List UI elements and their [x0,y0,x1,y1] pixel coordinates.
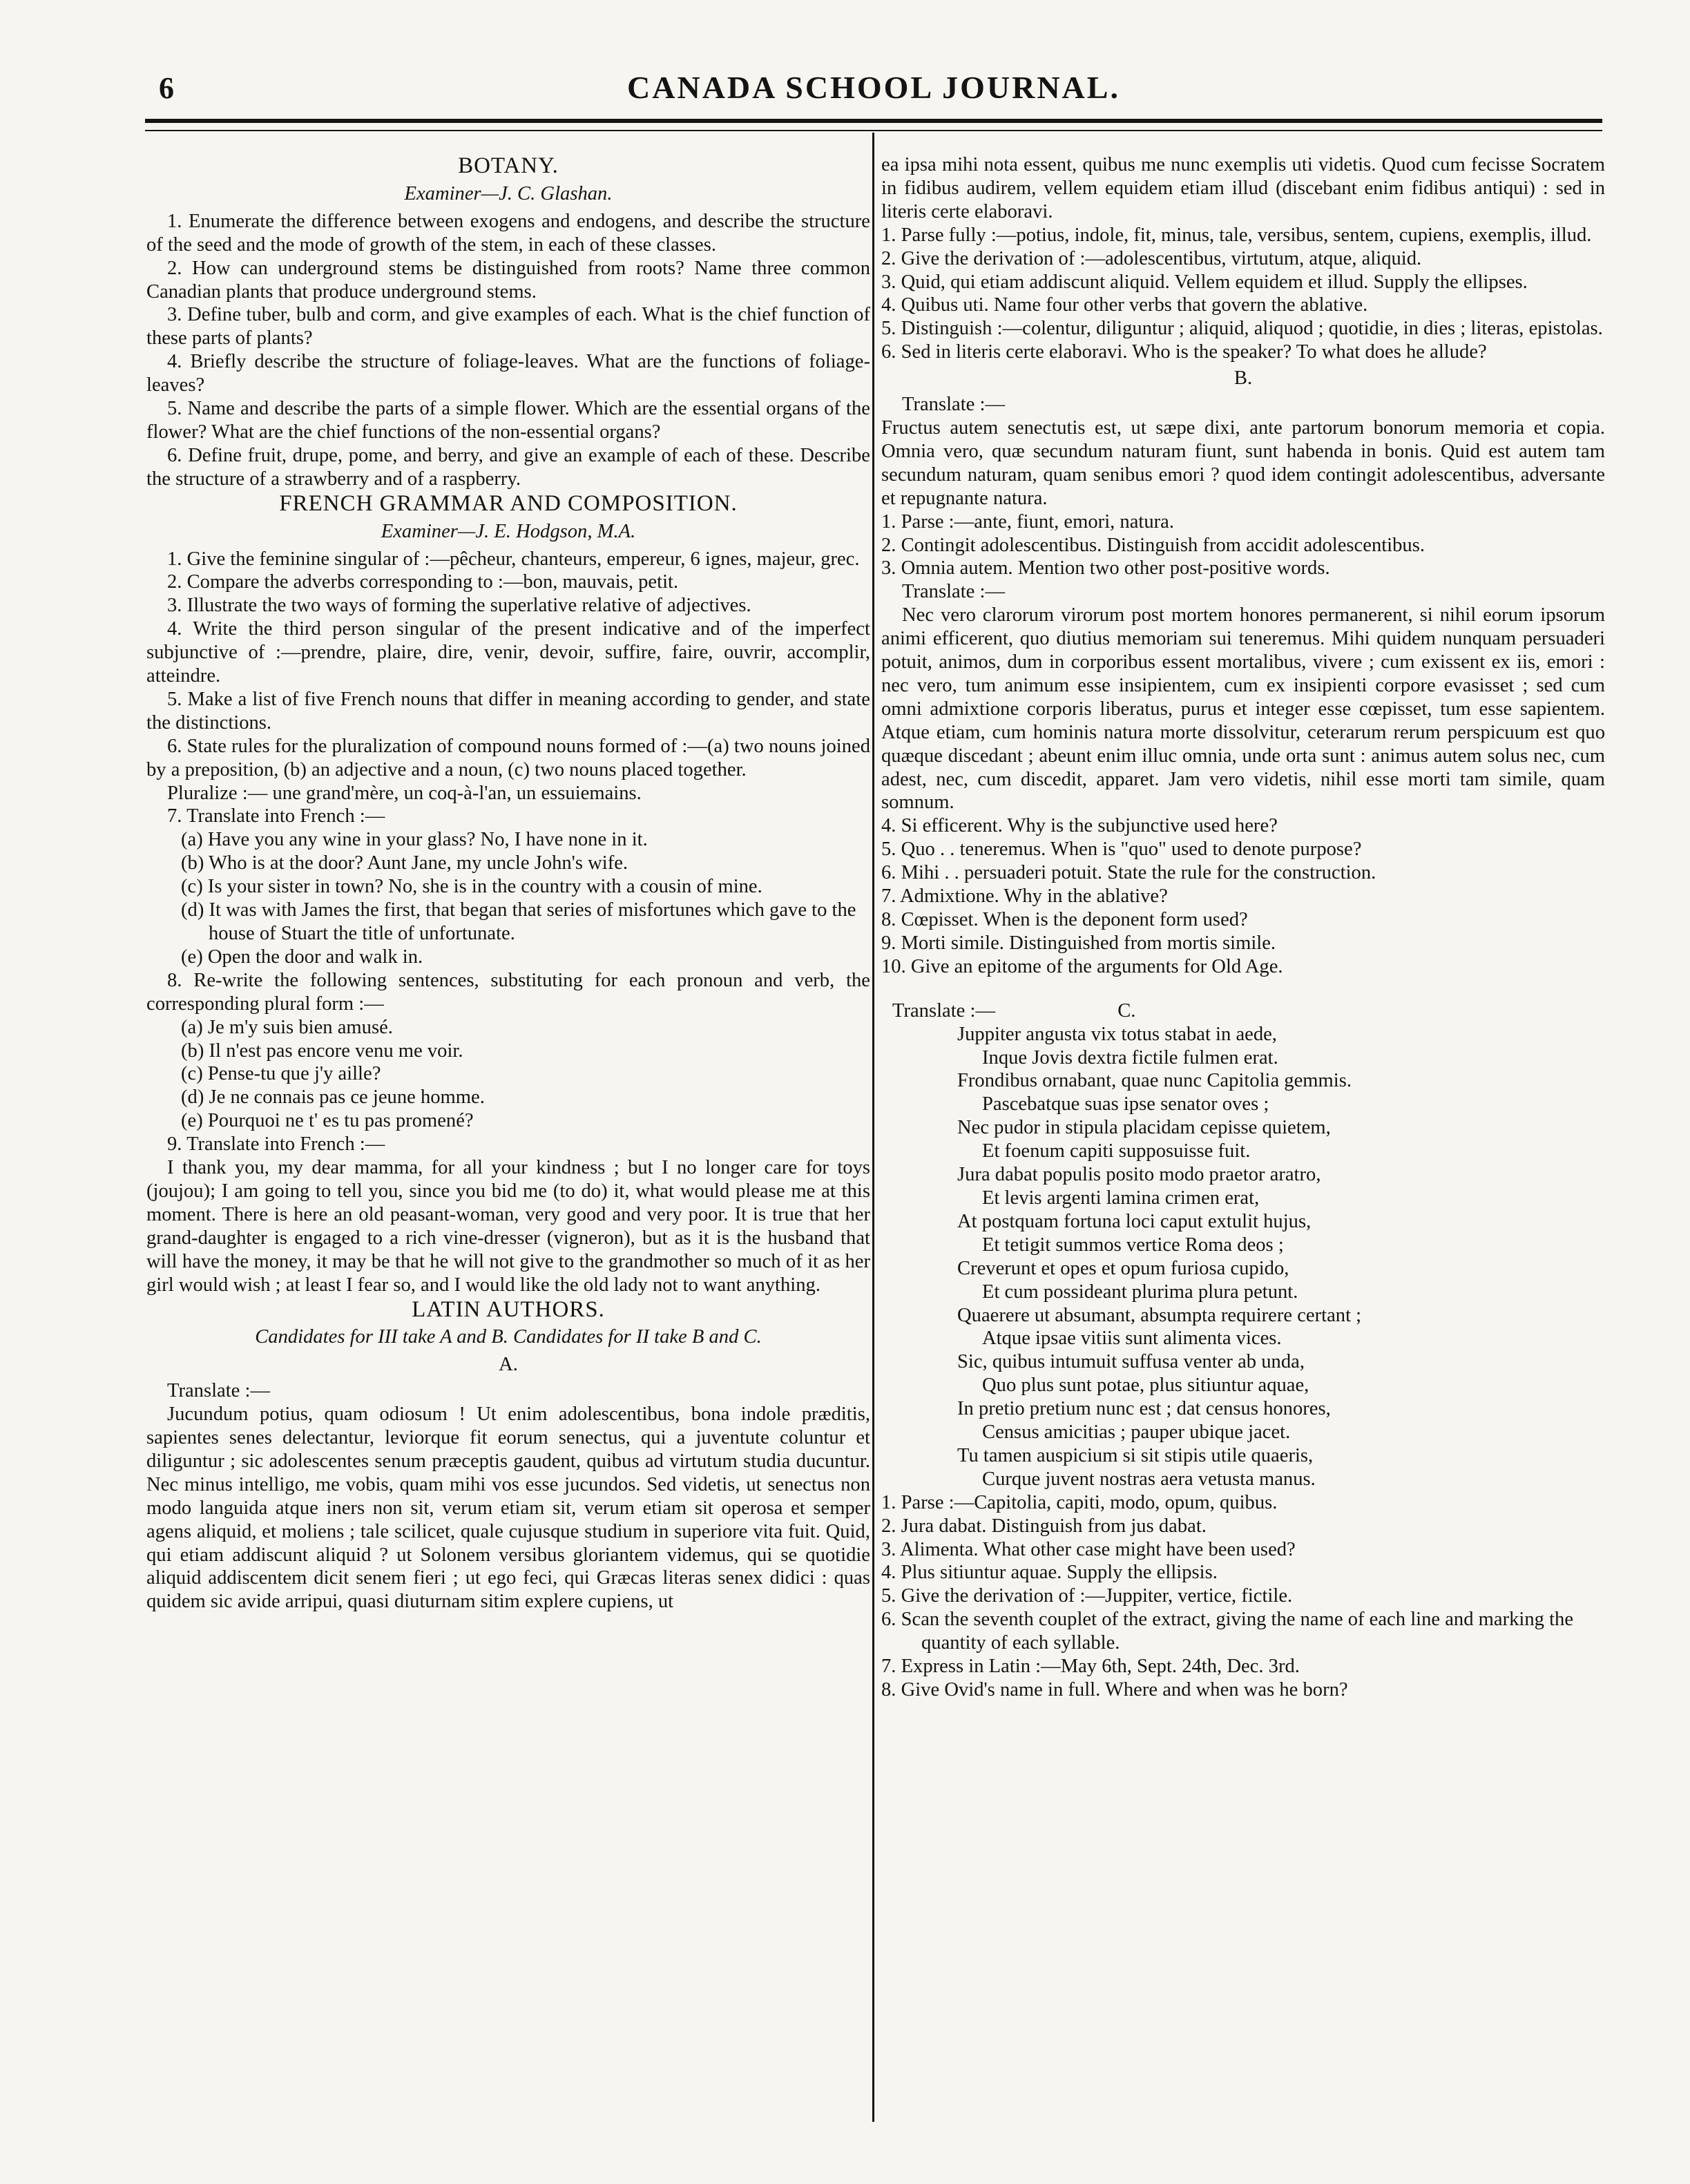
latin-question-c: 2. Jura dabat. Distinguish from jus dabat. [881,1515,1207,1537]
poem-line: Nec pudor in stipula placidam cepisse quietem, [957,1117,1331,1139]
latin-question-a: 4. Quibus uti. Name four other verbs that govern the ablative. [881,294,1368,316]
poem-line: Census amicitias ; pauper ubique jacet. [982,1421,1291,1444]
latin-translate-c-row [881,999,1605,1023]
french-question: 2. Compare the adverbs corresponding to :—bon, mauvais, petit. [167,571,679,593]
poem-line: Creverunt et opes et opum furiosa cupido, [957,1257,1289,1279]
french-question: 1. Give the feminine singular of :—pêcheur, chanteurs, empereur, 6 ignes, majeur, grec. [167,548,860,570]
poem-line: Et foenum capiti supposuisse fuit. [982,1140,1251,1162]
poem-line: Juppiter angusta vix totus stabat in aede, [957,1023,1277,1045]
french-q8-item: (d) Je ne connais pas ce jeune homme. [181,1086,485,1109]
latin-question-b: 2. Contingit adolescentibus. Distinguish from accidit adolescentibus. [881,534,1425,556]
poem-line: Atque ipsae vitiis sunt alimenta vices. [982,1328,1282,1350]
latin-translate-b2: Translate :— [902,581,1006,603]
french-q7-item: (e) Open the door and walk in. [181,946,423,968]
latin-question-b2: 6. Mihi . . persuaderi potuit. State the rule for the construction. [881,862,1376,884]
latin-question-c: 4. Plus sitiuntur aquae. Supply the ellipsis. [881,1562,1218,1584]
latin-question-a: 6. Sed in literis certe elaboravi. Who is the speaker? To what does he allude? [881,341,1487,363]
latin-translate-a: Translate :— [167,1380,271,1402]
french-question: 3. Illustrate the two ways of forming the superlative relative of adjectives. [167,595,751,617]
poem-line: Et tetigit summos vertice Roma deos ; [982,1234,1284,1256]
french-question: 9. Translate into French :— [167,1133,385,1156]
french-q8-item: (e) Pourquoi ne t' es tu pas promené? [181,1110,474,1132]
french-pluralize: Pluralize :— une grand'mère, un coq-à-l'an, un essuiemains. [167,782,642,804]
french-question: 8. Re-write the following sentences, substituting for each pronoun and verb, the corresponding plural form :— [146,969,870,1015]
latin-question-c: 7. Express in Latin :—May 6th, Sept. 24th, Dec. 3rd. [881,1656,1300,1678]
botany-examiner: Examiner—J. C. Glashan. [404,182,613,204]
header-rule-thin [145,130,1602,131]
poem-line: In pretio pretium nunc est ; dat census honores, [957,1398,1331,1420]
botany-question: 3. Define tuber, bulb and corm, and give examples of each. What is the chief function of these parts of plants? [146,304,870,349]
french-question: 5. Make a list of five French nouns that differ in meaning according to gender, and state the distinctions. [146,688,870,734]
column-divider [872,133,874,2122]
french-question: 7. Translate into French :— [167,805,385,827]
french-q7-item: (c) Is your sister in town? No, she is in the country with a cousin of mine. [181,876,762,898]
poem-line: Sic, quibus intumuit suffusa venter ab unda, [957,1351,1305,1373]
latin-passage-b2: Nec vero clarorum virorum post mortem honores permanerent, si nihil eorum ipsorum animi efficerent, quo diutius memoriam sui teneremus. Mihi quidem nunquam persuaderi potuit, animos, dum in corporibus essent mortalibus, vivere ; cum exissent ex iis, emori : nec vero, tum animum esse insipientem, cum ex insipienti corpore evasisset ; sed cum omni admixtione corporis liberatus, purus et integer esse cœpisset, tum esse sapientem. Atque etiam, cum hominis natura morte dissolvitur, ceterarum rerum perspicuum est quo quæque discedant ; abeunt enim illuc omnia, unde orta sunt : animus autem solus nec, cum adest, nec, cum discedit, apparet. Jam vero videtis, nihil esse morti tam simile, quam somnum. [881,604,1605,814]
latin-passage-a: Jucundum potius, quam odiosum ! Ut enim adolescentibus, bona indole præditis, sapientes senes delectantur, leviorque fit eorum senectus, qui a juventute coluntur et diliguntur ; sic adolescentes senum præceptis gaudent, quibus ad virtutum studia ducuntur. Nec minus intelligo, me vobis, quam mihi vos esse jucundos. Sed videtis, ut senectus non modo languida atque iners non sit, verum etiam sit, verum etiam sit operosa et semper agens aliquid, et moliens ; tale scilicet, quale cujusque studium in superiore vita fuit. Quid, qui etiam addiscunt aliquid ? ut Solonem versibus gloriantem videmus, qui se quotidie aliquid addiscentem dicit senem fieri ; ut ego feci, qui Græcas literas senex didici : quas quidem sic avide arripui, quasi diuturnam sitim explere cupiens, ut [146,1404,870,1613]
latin-question-b2: 4. Si efficerent. Why is the subjunctive used here? [881,815,1278,837]
latin-question-b: 3. Omnia autem. Mention two other post-positive words. [881,557,1330,579]
botany-question: 5. Name and describe the parts of a simple flower. Which are the essential organs of the flower? What are the chief functions of the non-essential organs? [146,398,870,443]
latin-title: LATIN AUTHORS. [412,1296,605,1322]
latin-candidates: Candidates for III take A and B. Candidates for II take B and C. [255,1326,762,1348]
latin-translate-c: Translate :— [892,999,996,1022]
french-question: 4. Write the third person singular of the present indicative and of the imperfect subjunctive of :—prendre, plaire, dire, venir, devoir, suffire, faire, ouvrir, accomplir, atteindre. [146,618,870,687]
latin-question-c: 3. Alimenta. What other case might have been used? [881,1538,1296,1560]
poem-line: Pascebatque suas ipse senator oves ; [982,1093,1269,1115]
poem-line: Frondibus ornabant, quae nunc Capitolia gemmis. [957,1070,1352,1092]
latin-section-a: A. [499,1354,518,1376]
latin-section-c: C. [1117,999,1136,1022]
latin-section-b: B. [1233,367,1253,390]
french-q8-item: (a) Je m'y suis bien amusé. [181,1016,393,1038]
latin-question-a: 1. Parse fully :—potius, indole, fit, minus, tale, versibus, sentem, cupiens, exemplis, illud. [881,224,1592,246]
french-q7-item: (d) It was with James the first, that began that series of misfortunes which gave to the house of Stuart the title of unfortunate. [181,899,856,944]
latin-question-c: 5. Give the derivation of :—Juppiter, vertice, fictile. [881,1585,1293,1607]
french-q9-passage: I thank you, my dear mamma, for all your kindness ; but I no longer care for toys (joujou); I am going to tell you, since you bid me (to do) it, what would please me at this moment. There is here an old peasant-woman, very good and very poor. It is true that her grand-daughter is engaged to a rich vine-dresser (vigneron), but as it is the husband that will have the money, it may be that he will not give to the grandmother so much of it as her girl would wish ; at least I fear so, and I would like the old lady not to want anything. [146,1157,870,1296]
latin-question-c: 6. Scan the seventh couplet of the extract, giving the name of each line and marking the quantity of each syllable. [881,1609,1574,1654]
french-q8-item: (b) Il n'est pas encore venu me voir. [181,1040,463,1062]
page-number: 6 [159,71,174,105]
latin-question-a: 3. Quid, qui etiam addiscunt aliquid. Vellem equidem et illud. Supply the ellipses. [881,271,1528,293]
poem-line: Inque Jovis dextra fictile fulmen erat. [982,1046,1278,1069]
french-q8-item: (c) Pense-tu que j'y aille? [181,1063,381,1085]
poem-line: At postquam fortuna loci caput extulit hujus, [957,1210,1312,1232]
latin-question-b2: 5. Quo . . teneremus. When is "quo" used to denote purpose? [881,839,1362,861]
botany-question: 6. Define fruit, drupe, pome, and berry, and give an example of each of these. Describe the structure of a strawberry and of a raspberry. [146,444,870,490]
latin-passage-b: Fructus autem senectutis est, ut sæpe dixi, ante partorum bonorum memoria et copia. Omnia vero, quæ secundum naturam fiunt, sunt habenda in bonis. Quid est autem tam secundum naturam, quam senibus emori ? quod idem contingit adolescentibus, adversante et repugnante natura. [881,416,1605,509]
french-title: FRENCH GRAMMAR AND COMPOSITION. [279,490,738,516]
left-column [146,153,870,1613]
poem-line: Curque juvent nostras aera vetusta manus. [982,1468,1316,1490]
french-q7-item: (b) Who is at the door? Aunt Jane, my uncle John's wife. [181,852,628,874]
botany-title: BOTANY. [458,153,559,178]
latin-question-b2: 7. Admixtione. Why in the ablative? [881,885,1168,908]
latin-question-a: 5. Distinguish :—colentur, diliguntur ; aliquid, aliquod ; quotidie, in dies ; literas, epistolas. [881,318,1603,340]
latin-passage-a-cont: ea ipsa mihi nota essent, quibus me nunc exemplis uti videtis. Quod cum fecisse Socratem in fidibus audirem, vellem equidem etiam illud (discebant enim fidibus antiqui) : sed in literis certe elaboravi. [881,154,1605,222]
latin-poem-c [881,1023,1605,1491]
latin-question-c: 8. Give Ovid's name in full. Where and when was he born? [881,1679,1348,1701]
latin-question-a: 2. Give the derivation of :—adolescentibus, virtutum, atque, aliquid. [881,247,1422,269]
header-rule [145,119,1602,123]
latin-question-c: 1. Parse :—Capitolia, capiti, modo, opum, quibus. [881,1491,1278,1513]
french-question: 6. State rules for the pluralization of compound nouns formed of :—(a) two nouns joined by a preposition, (b) an adjective and a noun, (c) two nouns placed together. [146,735,870,780]
french-examiner: Examiner—J. E. Hodgson, M.A. [381,520,636,542]
latin-question-b2: 8. Cœpisset. When is the deponent form used? [881,909,1248,930]
poem-line: Tu tamen auspicium si sit stipis utile quaeris, [957,1444,1314,1466]
poem-line: Quo plus sunt potae, plus sitiuntur aquae, [982,1374,1309,1397]
latin-question-b2: 9. Morti simile. Distinguished from mortis simile. [881,932,1276,954]
french-q7-item: (a) Have you any wine in your glass? No, I have none in it. [181,829,648,851]
botany-question: 1. Enumerate the difference between exogens and endogens, and describe the structure of the seed and the mode of growth of the stem, in each of these classes. [146,210,870,256]
latin-question-b2: 10. Give an epitome of the arguments for Old Age. [881,955,1283,977]
poem-line: Et cum possideant plurima plura petunt. [982,1281,1298,1303]
botany-question: 2. How can underground stems be distinguished from roots? Name three common Canadian plants that produce underground stems. [146,257,870,303]
poem-line: Et levis argenti lamina crimen erat, [982,1187,1260,1209]
latin-question-b: 1. Parse :—ante, fiunt, emori, natura. [881,510,1175,533]
journal-title: CANADA SCHOOL JOURNAL. [627,70,1120,105]
poem-line: Quaerere ut absumant, absumpta requirere certant ; [957,1304,1362,1326]
right-column [881,153,1605,1702]
latin-translate-b: Translate :— [902,394,1006,416]
page-header [145,66,1602,115]
botany-question: 4. Briefly describe the structure of foliage-leaves. What are the functions of foliage-leaves? [146,351,870,396]
poem-line: Jura dabat populis posito modo praetor aratro, [957,1164,1321,1186]
